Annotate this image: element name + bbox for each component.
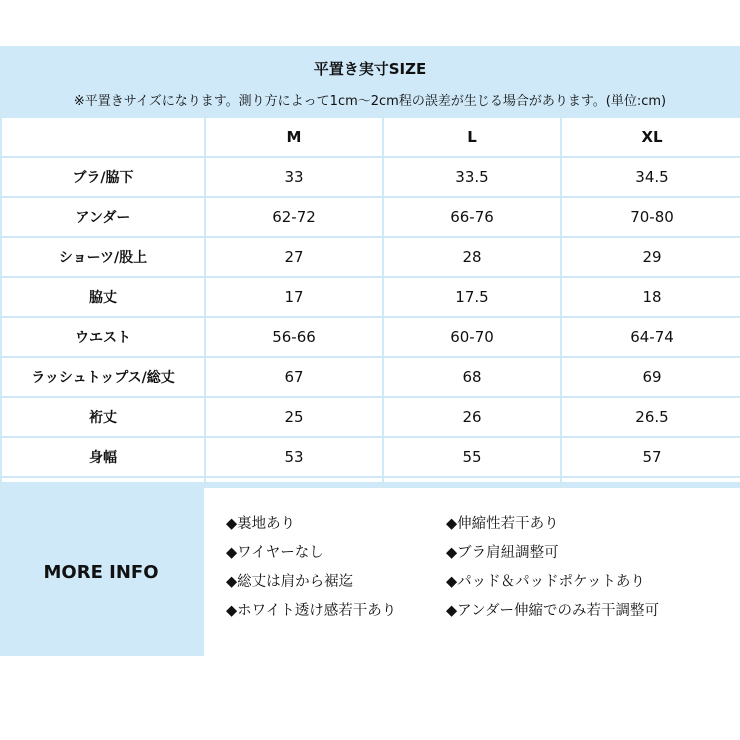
- table-row: [2, 158, 740, 196]
- info-item: ◆ブラ肩紐調整可: [446, 545, 559, 561]
- row-label: 脇丈: [2, 278, 204, 316]
- cell-l: 60-70: [384, 318, 560, 356]
- column-header-l: L: [384, 118, 560, 156]
- size-chart: [0, 46, 740, 656]
- column-header-xl: XL: [562, 118, 740, 156]
- cell-m: 62-72: [206, 198, 382, 236]
- row-label: ウエスト: [2, 318, 204, 356]
- cell-l: 55: [384, 438, 560, 476]
- table-row: [2, 278, 740, 316]
- cell-l: 28: [384, 238, 560, 276]
- cell-xl: 70-80: [562, 198, 740, 236]
- table-row: [2, 438, 740, 476]
- cell-m: 33: [206, 158, 382, 196]
- size-table: [0, 116, 740, 484]
- cell-l: 33.5: [384, 158, 560, 196]
- cell-xl: 18: [562, 278, 740, 316]
- more-info-label: MORE INFO: [0, 488, 202, 656]
- info-item: ◆パッド＆パッドポケットあり: [446, 574, 645, 590]
- cell-m: 25: [206, 398, 382, 436]
- cell-xl: 29: [562, 238, 740, 276]
- table-row: [2, 358, 740, 396]
- cell-l: 68: [384, 358, 560, 396]
- info-item: ◆総丈は肩から裾迄: [226, 574, 354, 590]
- row-label: ブラ/脇下: [2, 158, 204, 196]
- cell-m: 56-66: [206, 318, 382, 356]
- cell-l: 17.5: [384, 278, 560, 316]
- spacer-cell: [562, 478, 740, 482]
- chart-title: 平置き実寸SIZE: [313, 59, 427, 78]
- cell-xl: 69: [562, 358, 740, 396]
- info-item: ◆伸縮性若干あり: [446, 516, 559, 532]
- table-row: [2, 238, 740, 276]
- spacer-cell: [206, 478, 382, 482]
- more-info-list: [204, 488, 740, 656]
- header-corner: [2, 118, 204, 156]
- column-header-m: M: [206, 118, 382, 156]
- cell-l: 26: [384, 398, 560, 436]
- cell-l: 66-76: [384, 198, 560, 236]
- info-item: ◆ワイヤーなし: [226, 545, 324, 561]
- cell-m: 67: [206, 358, 382, 396]
- table-row: [2, 398, 740, 436]
- cell-m: 17: [206, 278, 382, 316]
- row-label: ショーツ/股上: [2, 238, 204, 276]
- row-label: 身幅: [2, 438, 204, 476]
- cell-xl: 57: [562, 438, 740, 476]
- info-item: ◆ホワイト透け感若干あり: [226, 603, 397, 619]
- cell-xl: 26.5: [562, 398, 740, 436]
- row-label: アンダー: [2, 198, 204, 236]
- spacer-cell: [384, 478, 560, 482]
- row-label: ラッシュトップス/総丈: [2, 358, 204, 396]
- info-item: ◆アンダー伸縮でのみ若干調整可: [446, 603, 659, 619]
- more-info-section: [0, 488, 740, 656]
- info-item: ◆裏地あり: [226, 516, 296, 532]
- header-row: [2, 118, 740, 156]
- row-label: 裄丈: [2, 398, 204, 436]
- spacer-row: [2, 478, 740, 482]
- spacer-cell: [2, 478, 204, 482]
- table-row: [2, 318, 740, 356]
- table-row: [2, 198, 740, 236]
- cell-m: 53: [206, 438, 382, 476]
- measurement-note: ※平置きサイズになります。測り方によって1cm〜2cm程の誤差が生じる場合があります。(単位:cm): [73, 94, 667, 109]
- cell-xl: 64-74: [562, 318, 740, 356]
- cell-m: 27: [206, 238, 382, 276]
- cell-xl: 34.5: [562, 158, 740, 196]
